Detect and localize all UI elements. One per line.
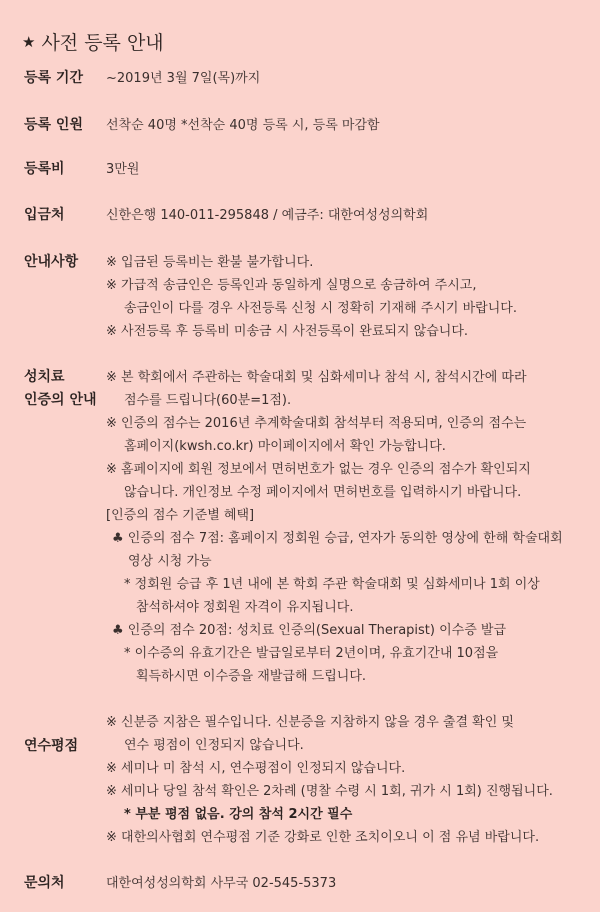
cert-label-line2: 인증의 안내 [24, 392, 97, 408]
account-label: 입금처 [24, 207, 65, 223]
cert-label-line1: 성치료 [24, 369, 65, 385]
training-list [106, 711, 590, 849]
notice-list [106, 251, 590, 343]
star-icon: ★ [22, 32, 36, 51]
training-line: * 부분 평점 없음. 강의 참석 2시간 필수 [124, 807, 353, 822]
cert-line: [인증의 점수 기준별 혜택] [106, 508, 255, 523]
fee-label: 등록비 [24, 161, 65, 177]
cert-line: 점수를 드립니다(60분=1점). [124, 393, 292, 408]
training-label: 연수평점 [24, 738, 79, 754]
capacity-value: 선착순 40명 *선착순 40명 등록 시, 등록 마감함 [106, 118, 380, 133]
cert-line: 않습니다. 개인정보 수정 페이지에서 면허번호를 입력하시기 바랍니다. [124, 485, 522, 500]
cert-line: ※ 홈페이지에 회원 정보에서 면허번호가 없는 경우 인증의 점수가 확인되지 [106, 462, 531, 477]
cert-line: 홈페이지(kwsh.co.kr) 마이페이지에서 확인 가능합니다. [124, 439, 446, 454]
notice-line: 송금인이 다를 경우 사전등록 신청 시 정확히 기재해 주시기 바랍니다. [124, 301, 517, 316]
period-value: ~2019년 3월 7일(목)까지 [106, 71, 261, 86]
capacity-label: 등록 인원 [24, 117, 83, 133]
training-line: ※ 신분증 지참은 필수입니다. 신분증을 지참하지 않을 경우 출결 확인 및 [106, 715, 514, 730]
fee-value: 3만원 [106, 162, 140, 177]
period-label: 등록 기간 [24, 70, 83, 86]
contact-value: 대한여성성의학회 사무국 02-545-5373 [106, 876, 337, 891]
cert-line: * 이수증의 유효기간은 발급일로부터 2년이며, 유효기간내 10점을 [124, 646, 499, 661]
cert-line: 참석하셔야 정회원 자격이 유지됩니다. [136, 600, 354, 615]
training-line: 연수 평점이 인정되지 않습니다. [124, 738, 304, 753]
cert-line: 획득하시면 이수증을 재발급해 드립니다. [136, 669, 367, 684]
notice-label: 안내사항 [24, 254, 79, 270]
training-line: ※ 대한의사협회 연수평점 기준 강화로 인한 조치이오니 이 점 유념 바랍니다. [106, 830, 540, 845]
account-value: 신한은행 140-011-295848 / 예금주: 대한여성성의학회 [106, 208, 429, 223]
training-line: ※ 세미나 미 참석 시, 연수평점이 인정되지 않습니다. [106, 761, 406, 776]
cert-line: ♣ 인증의 점수 7점: 홈페이지 정회원 승급, 연자가 동의한 영상에 한해 학술대회 [112, 531, 563, 546]
notice-line: ※ 사전등록 후 등록비 미송금 시 사전등록이 완료되지 않습니다. [106, 324, 469, 339]
training-line: ※ 세미나 당일 참석 확인은 2차례 (명찰 수령 시 1회, 귀가 시 1회) 진행됩니다. [106, 784, 553, 799]
page-title [22, 28, 164, 55]
cert-line: ♣ 인증의 점수 20점: 성치료 인증의(Sexual Therapist) 이수증 발급 [112, 623, 507, 638]
cert-list [106, 366, 590, 688]
cert-line: ※ 인증의 점수는 2016년 추계학술대회 참석부터 적용되며, 인증의 점수는 [106, 416, 527, 431]
notice-line: ※ 가급적 송금인은 등록인과 동일하게 실명으로 송금하여 주시고, [106, 278, 477, 293]
cert-line: * 정회원 승급 후 1년 내에 본 학회 주관 학술대회 및 심화세미나 1회 이상 [124, 577, 540, 592]
page-title-text: 사전 등록 안내 [41, 32, 164, 54]
cert-line: ※ 본 학회에서 주관하는 학술대회 및 심화세미나 참석 시, 참석시간에 따라 [106, 370, 527, 385]
contact-label: 문의처 [24, 875, 65, 891]
cert-line: 영상 시청 가능 [128, 554, 212, 569]
notice-line: ※ 입금된 등록비는 환불 불가합니다. [106, 255, 314, 270]
cert-label [24, 366, 97, 412]
